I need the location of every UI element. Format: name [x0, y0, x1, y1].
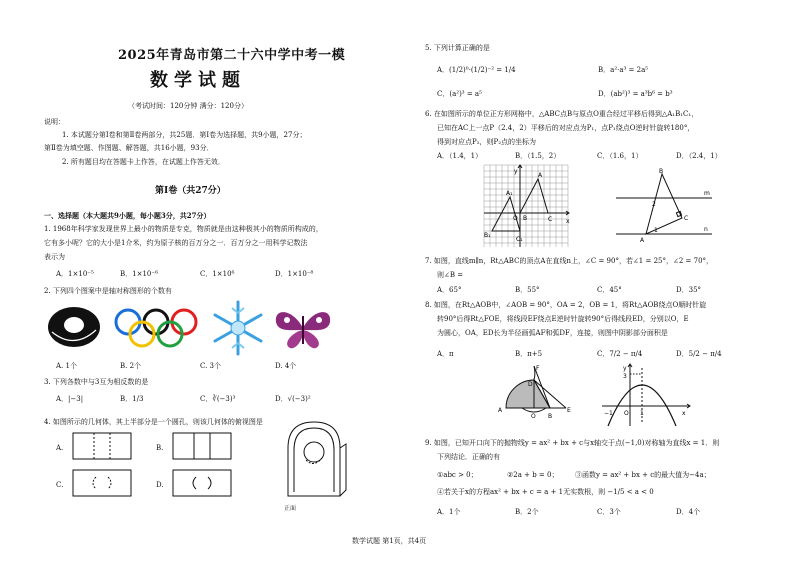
q3-option-d[interactable]: D．√(−3)² — [275, 395, 311, 403]
q9-parabola-figure — [600, 362, 692, 428]
q9-stem1: 9. 如图，已知开口向下的抛物线y = ax² + bx + c与x轴交于点(−1,0)对称轴为直线x = 1．则 — [425, 439, 720, 447]
parallel-label-2: 2 — [652, 201, 656, 208]
q2-option-a[interactable]: A. 1个 — [56, 362, 77, 370]
q4-view-b — [172, 432, 234, 462]
parabola-label-y: y — [623, 365, 627, 372]
q9-option-b[interactable]: B．2个 — [515, 508, 539, 516]
q8-stem3: 为圆心，OA，ED长为半径画弧AF和弧DF，连接，则图中阴影部分面积是 — [437, 329, 668, 337]
q9-stem2: 下列结论．正确的有 — [437, 453, 500, 461]
q4-view-a — [72, 432, 134, 462]
q6-grid-figure — [484, 165, 570, 249]
parabola-label-3: 3 — [623, 373, 627, 380]
q5-option-c[interactable]: C．(a²)³ = a⁵ — [437, 90, 482, 98]
grid-label-a1: A₁ — [506, 190, 513, 197]
q8-stem1: 8. 如图，在Rt△AOB中，∠AOB = 90°，OA = 2，OB = 1，将Rt△AOB绕点O顺时针旋 — [425, 301, 707, 309]
q6-stem1: 6. 在如图所示的单位正方形网格中，△ABC点B与原点O重合经过平移后得到△A₁B₁C₁， — [425, 110, 699, 118]
q2-option-c[interactable]: C. 3个 — [200, 362, 222, 370]
grid-label-o: O — [513, 215, 518, 222]
q5-option-d[interactable]: D．(ab²)³ = a³b⁶ = b³ — [598, 90, 673, 98]
q2-olympic-rings-figure — [112, 306, 202, 350]
q6-option-a[interactable]: A．（1.4，1） — [437, 152, 483, 160]
q6-stem3: 得到对应点P₂，则P₂点的坐标为 — [437, 138, 537, 146]
q1-stem2: 它有多小呢？它的大小是1介米，约为原子核的百万分之一．百万分之一用科学记数法 — [44, 239, 308, 247]
q5-stem: 5. 下列计算正确的是 — [425, 44, 490, 52]
notes-heading: 说明： — [44, 118, 65, 126]
q7-option-b[interactable]: B．55° — [515, 286, 540, 294]
q7-stem1: 7. 如图，直线m∥n，Rt△ABC的顶点A在直线n上，∠C = 90°，若∠1 = 25°，∠2 = 70°， — [425, 257, 714, 265]
parabola-label-o: O — [624, 410, 629, 417]
q7-stem2: 则∠B = — [437, 271, 464, 279]
q3-option-a[interactable]: A．|−3| — [56, 395, 84, 403]
page-footer: 数学试题 第1页，共4页 — [352, 537, 427, 545]
grid-label-b1: B₁ — [484, 232, 491, 239]
q4-stem: 4. 如图所示的几何体，其上半部分是一个圆孔，则该几何体的俯视图是 — [44, 418, 263, 426]
q7-option-c[interactable]: C．45° — [597, 286, 622, 294]
exam-title: 2025年青岛市第二十六中学中考一模 — [118, 48, 346, 63]
parallel-label-a: A — [640, 237, 645, 244]
parallel-label-n: n — [704, 226, 708, 233]
notes-line3: 2. 所有题目均在答题卡上作答，在试题上作答无效． — [62, 158, 225, 166]
notes-line2: 第Ⅱ卷为填空题、作图题、解答题，共16小题，93分． — [44, 144, 214, 152]
q8-label-o: O — [531, 413, 536, 420]
parabola-label-1: 1 — [640, 410, 644, 417]
q2-stem: 2. 下列四个图案中是轴对称图形的个数有 — [44, 287, 172, 295]
parallel-label-1: 1 — [654, 227, 658, 234]
grid-label-b: B — [523, 215, 528, 222]
part1-title: 第Ⅰ卷（共27分） — [155, 186, 226, 196]
q4-view-d — [172, 469, 234, 499]
q9-item-3: ③函数y = ax² + bx + c的最大值为−4a； — [575, 471, 711, 479]
q1-stem1: 1. 1968年科学家发现世界上最小的物质是专克，物质就是由这种极其小的物质所构成的， — [44, 225, 323, 233]
q9-option-c[interactable]: C．3个 — [597, 508, 621, 516]
q1-option-b[interactable]: B．1×10⁻⁶ — [120, 270, 158, 278]
q9-item-1: ①abc > 0； — [437, 471, 478, 479]
q2-butterfly-figure — [272, 306, 334, 350]
parallel-label-c: C — [684, 215, 689, 222]
q3-option-c[interactable]: C．∛(−3)³ — [200, 395, 236, 403]
subject-title: 数学试题 — [150, 70, 246, 91]
q7-parallel-figure — [616, 168, 714, 246]
q8-stem2: 转90°后得Rt△FOE，将线段EF绕点E逆时针旋转90°后得线段ED，分别以O，E — [437, 315, 689, 323]
q4-view-c — [72, 469, 134, 499]
q6-option-b[interactable]: B．（1.5，2） — [515, 152, 561, 160]
q1-option-a[interactable]: A．1×10⁻⁵ — [56, 270, 94, 278]
q5-option-a[interactable]: A．(1/2)⁰·(1/2)⁻² = 1/4 — [437, 66, 516, 74]
q4-option-d[interactable]: D. — [156, 481, 164, 489]
q4-front-view-label: 正面 — [284, 505, 297, 512]
q9-option-d[interactable]: D．4个 — [676, 508, 701, 516]
q4-option-a[interactable]: A. — [56, 444, 64, 452]
q8-rotation-figure — [498, 364, 578, 424]
q2-snowflake-figure — [210, 300, 266, 356]
q8-option-a[interactable]: A．π — [437, 350, 454, 358]
q6-option-c[interactable]: C．（1.6，1） — [597, 152, 643, 160]
q8-label-b: B — [548, 413, 553, 420]
q7-option-d[interactable]: D．35° — [676, 286, 702, 294]
q9-item-2: ②2a + b = 0； — [507, 471, 559, 479]
q4-solid-figure — [282, 418, 350, 500]
q1-stem3: 表示为 — [44, 253, 65, 261]
q3-option-b[interactable]: B．1/3 — [120, 395, 144, 403]
grid-label-y: y — [514, 168, 518, 175]
q7-option-a[interactable]: A．65° — [437, 286, 462, 294]
exam-info: （考试时间：120分钟 满分：120分） — [128, 102, 248, 110]
q1-option-d[interactable]: D．1×10⁻⁸ — [275, 270, 314, 278]
parallel-label-m: m — [704, 190, 710, 197]
parabola-label-x: x — [682, 410, 686, 417]
q1-option-c[interactable]: C．1×10⁶ — [200, 270, 235, 278]
q9-option-a[interactable]: A．1个 — [437, 508, 461, 516]
parallel-label-b: B — [659, 168, 664, 175]
section1-heading: 一、选择题（本大题共9小题，每小题3分，共27分） — [44, 211, 211, 220]
q8-option-c[interactable]: C．7/2 − π/4 — [597, 350, 643, 358]
q8-label-a: A — [498, 407, 503, 414]
q6-option-d[interactable]: D．（2.4，1） — [676, 152, 722, 160]
grid-label-a: A — [538, 172, 543, 179]
q8-option-b[interactable]: B．π+5 — [515, 350, 543, 358]
q8-label-e: E — [567, 407, 571, 414]
grid-label-c1: C₁ — [516, 236, 523, 243]
q3-stem: 3. 下列各数中与3互为相反数的是 — [44, 378, 149, 386]
q2-option-b[interactable]: B. 2个 — [120, 362, 142, 370]
q2-option-d[interactable]: D. 4个 — [275, 362, 297, 370]
q8-option-d[interactable]: D．5/2 − π/4 — [676, 350, 722, 358]
grid-label-x: x — [566, 218, 570, 225]
q8-label-d: D — [528, 381, 533, 388]
notes-line1: 1. 本试题分第Ⅰ卷和第Ⅱ卷两部分，共25题．第Ⅰ卷为选择题，共9小题，27分； — [62, 131, 307, 139]
q2-black-ring-figure — [46, 302, 104, 352]
q9-item-4: ④若关于x的方程ax² + bx + c = a + 1无实数根，则 −1/5 < a < 0 — [437, 488, 654, 496]
q5-option-b[interactable]: B．a²·a³ = 2a⁵ — [598, 66, 649, 74]
grid-label-c: C — [548, 216, 553, 223]
q6-stem2: 已知在AC上一点P（2.4，2）平移后的对应点为P₁，点P₁绕点O逆时针旋转180°， — [437, 124, 695, 132]
q4-option-b[interactable]: B. — [156, 444, 164, 452]
q4-option-c[interactable]: C. — [56, 481, 64, 489]
parabola-label-neg1: −1 — [604, 410, 613, 417]
q8-label-f: F — [536, 365, 540, 372]
